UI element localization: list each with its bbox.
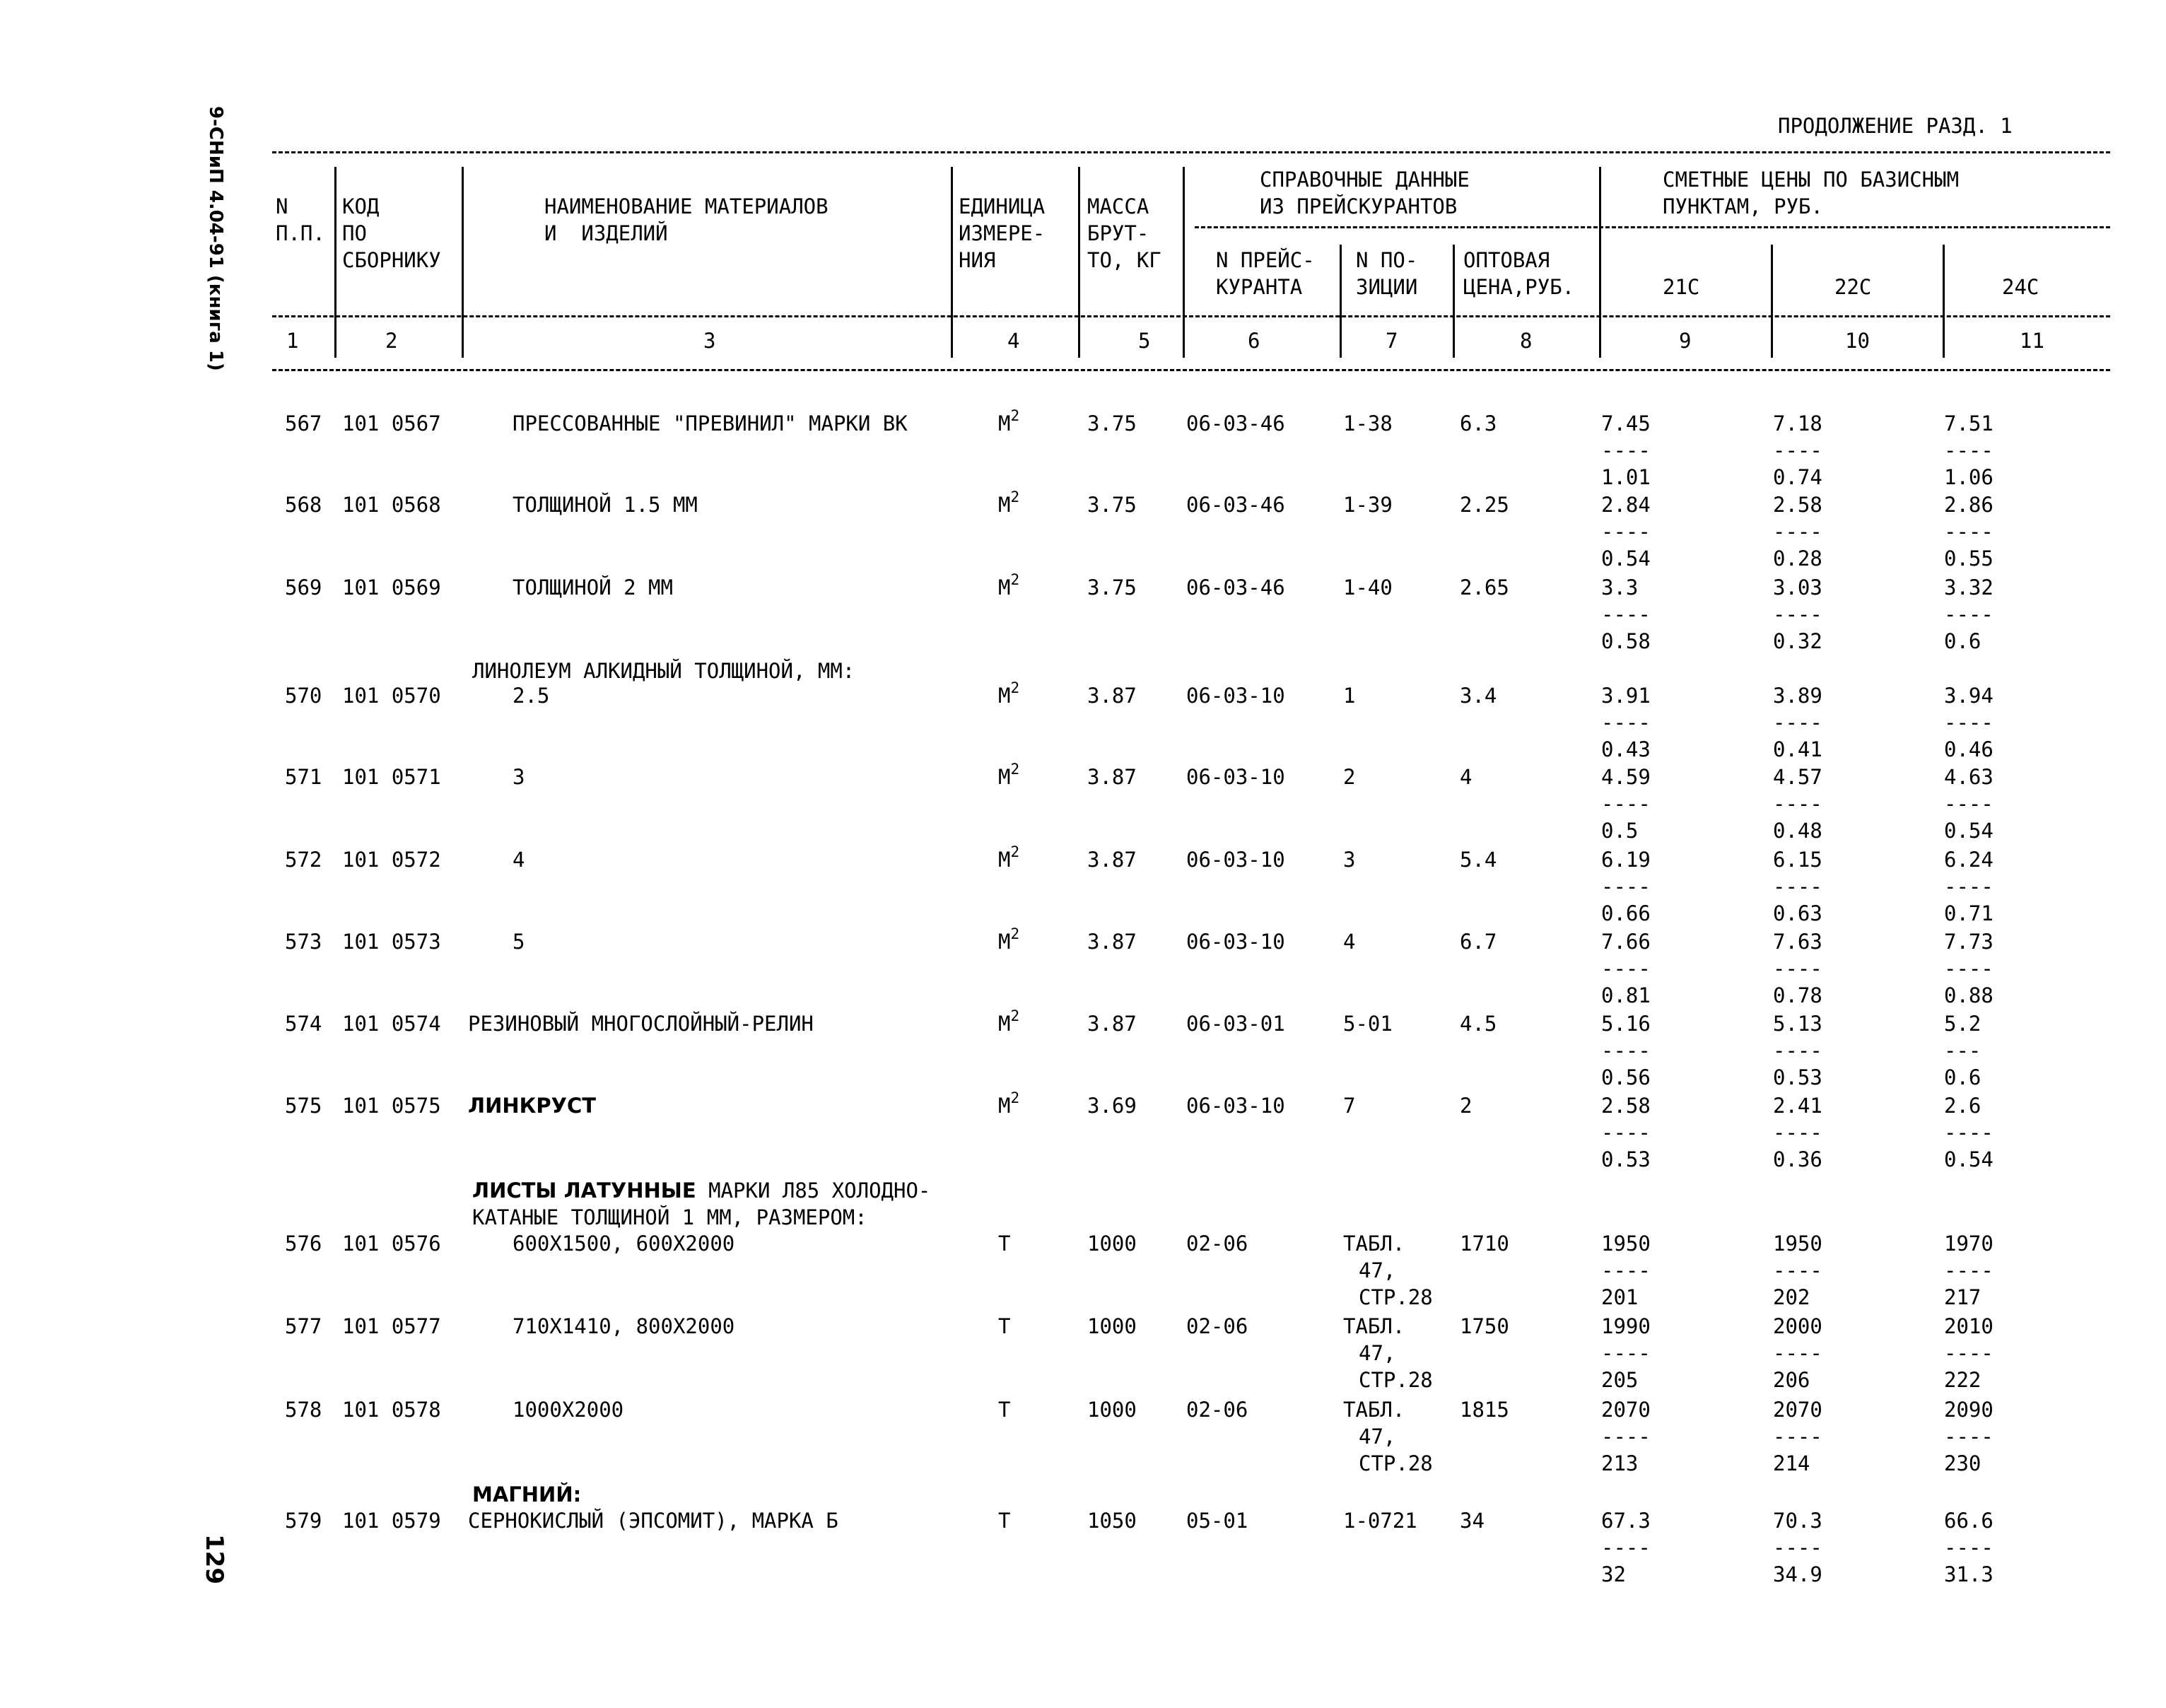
row-price-p21: 67.3: [1601, 1509, 1651, 1533]
row-divider-d24: ----: [1944, 875, 1994, 899]
row-divider-d24: ----: [1944, 1536, 1994, 1560]
row-sub-s21: 0.58: [1601, 629, 1651, 653]
row-sub-s22: 0.32: [1773, 629, 1822, 653]
group-sheets-rest: МАРКИ Л85 ХОЛОДНО-: [696, 1178, 931, 1203]
h-num-9: 9: [1679, 329, 1692, 353]
h-num-7: 7: [1386, 329, 1398, 353]
row-mass: 3.87: [1087, 765, 1137, 789]
h-c4a: ЕДИНИЦА: [959, 194, 1046, 218]
row-divider-d21: ----: [1601, 792, 1651, 816]
row-price-p24: 1970: [1944, 1232, 1994, 1256]
row-unit: $М^2$: [998, 571, 1020, 599]
row-divider-d22: ----: [1773, 1039, 1822, 1063]
row-wholesale-price: 2: [1460, 1094, 1473, 1118]
row-position-3: СТР.28: [1359, 1368, 1433, 1392]
row-sub-s22: 0.78: [1773, 983, 1822, 1007]
h-price-b: ПУНКТАМ, РУБ.: [1663, 194, 1823, 218]
row-unit: Т: [998, 1314, 1011, 1338]
row-price-p22: 1950: [1773, 1232, 1822, 1256]
unit-superscript: 2: [1010, 489, 1020, 505]
row-wholesale-price: 6.3: [1460, 411, 1497, 435]
row-divider-d24: ----: [1944, 520, 1994, 544]
row-name: 1000Х2000: [513, 1398, 624, 1422]
row-position: ТАБЛ.: [1343, 1398, 1405, 1422]
row-name: ПРЕССОВАННЫЕ "ПРЕВИНИЛ" МАРКИ ВК: [513, 411, 908, 435]
row-code: 101 0571: [342, 765, 441, 789]
h-c4c: НИЯ: [959, 248, 996, 272]
h-c2a: КОД: [342, 194, 380, 218]
row-mass: 1000: [1087, 1314, 1137, 1338]
row-sub-s24: 0.55: [1944, 546, 1994, 571]
row-number: 570: [285, 684, 322, 708]
h-c7b: ЗИЦИИ: [1356, 275, 1418, 299]
row-wholesale-price: 2.65: [1460, 575, 1509, 599]
row-divider-d24: ----: [1944, 438, 1994, 462]
h-c5a: МАССА: [1087, 194, 1149, 218]
row-price-p22: 4.57: [1773, 765, 1822, 789]
row-position: 1: [1343, 684, 1356, 708]
col-sep-10: [1943, 245, 1945, 358]
col-sep-9: [1771, 245, 1773, 358]
row-sub-s24: 0.54: [1944, 819, 1994, 843]
row-divider-d24: ----: [1944, 1258, 1994, 1282]
row-price-p21: 6.19: [1601, 848, 1651, 872]
row-price-p24: 6.24: [1944, 848, 1994, 872]
row-sub-s21: 201: [1601, 1285, 1639, 1309]
row-divider-d21: ----: [1601, 602, 1651, 626]
row-price-p21: 5.16: [1601, 1012, 1651, 1036]
row-sub-s24: 0.6: [1944, 629, 1981, 653]
row-pricelist: 06-03-10: [1186, 684, 1285, 708]
row-wholesale-price: 6.7: [1460, 930, 1497, 954]
row-divider-d22: ----: [1773, 1121, 1822, 1145]
row-sub-s21: 32: [1601, 1562, 1626, 1586]
h-c4b: ИЗМЕРЕ-: [959, 221, 1046, 245]
row-pricelist: 02-06: [1186, 1314, 1248, 1338]
unit-superscript: 2: [1010, 1007, 1020, 1024]
row-code: 101 0575: [342, 1094, 441, 1118]
row-sub-s24: 0.54: [1944, 1147, 1994, 1171]
row-price-p21: 4.59: [1601, 765, 1651, 789]
row-unit: $М^2$: [998, 679, 1020, 708]
row-sub-s22: 202: [1773, 1285, 1810, 1309]
group-magnesium: МАГНИЙ:: [472, 1482, 582, 1507]
col-sep-2: [462, 167, 464, 358]
row-mass: 3.87: [1087, 848, 1137, 872]
row-sub-s21: 0.43: [1601, 737, 1651, 761]
row-divider-d21: ----: [1601, 520, 1651, 544]
group-sheets-bold: ЛИСТЫ ЛАТУННЫЕ: [472, 1178, 696, 1203]
row-position: 5-01: [1343, 1012, 1393, 1036]
row-price-p22: 2.41: [1773, 1094, 1822, 1118]
row-price-p24: 66.6: [1944, 1509, 1994, 1533]
h-num-2: 2: [385, 329, 398, 353]
row-number: 567: [285, 411, 322, 435]
row-position: ТАБЛ.: [1343, 1314, 1405, 1338]
row-position: 3: [1343, 848, 1356, 872]
h-num-10: 10: [1845, 329, 1870, 353]
row-code: 101 0576: [342, 1232, 441, 1256]
row-price-p21: 2070: [1601, 1398, 1651, 1422]
row-position: 1-38: [1343, 411, 1393, 435]
row-pricelist: 06-03-01: [1186, 1012, 1285, 1036]
col-sep-5: [1183, 167, 1185, 358]
row-mass: 1000: [1087, 1398, 1137, 1422]
group-sheets: [472, 1178, 931, 1203]
row-sub-s22: 0.63: [1773, 901, 1822, 925]
continuation-label: ПРОДОЛЖЕНИЕ РАЗД. 1: [1778, 114, 2013, 138]
h-c1b: П.П.: [276, 221, 325, 245]
row-number: 576: [285, 1232, 322, 1256]
row-position-2: 47,: [1359, 1341, 1396, 1365]
row-pricelist: 06-03-46: [1186, 411, 1285, 435]
row-code: 101 0569: [342, 575, 441, 599]
header-num-rule: [272, 315, 2110, 317]
row-name: 2.5: [513, 684, 550, 708]
row-divider-d22: ----: [1773, 875, 1822, 899]
row-name: 3: [513, 765, 525, 789]
row-mass: 1050: [1087, 1509, 1137, 1533]
row-sub-s22: 206: [1773, 1368, 1810, 1392]
row-number: 573: [285, 930, 322, 954]
row-code: 101 0567: [342, 411, 441, 435]
row-number: 569: [285, 575, 322, 599]
col-sep-7: [1453, 245, 1455, 358]
h-num-8: 8: [1520, 329, 1533, 353]
row-divider-d22: ----: [1773, 710, 1822, 735]
row-wholesale-price: 4.5: [1460, 1012, 1497, 1036]
h-num-3: 3: [703, 329, 716, 353]
row-price-p22: 7.63: [1773, 930, 1822, 954]
row-price-p24: 2010: [1944, 1314, 1994, 1338]
row-divider-d24: ----: [1944, 1425, 1994, 1449]
row-wholesale-price: 1750: [1460, 1314, 1509, 1338]
h-num-1: 1: [286, 329, 299, 353]
row-name: СЕРНОКИСЛЫЙ (ЭПСОМИТ), МАРКА Б: [468, 1509, 838, 1533]
row-price-p22: 7.18: [1773, 411, 1822, 435]
group-linoleum: ЛИНОЛЕУМ АЛКИДНЫЙ ТОЛЩИНОЙ, ММ:: [472, 659, 855, 683]
row-position-3: СТР.28: [1359, 1285, 1433, 1309]
page-number: 129: [200, 1534, 228, 1584]
row-divider-d22: ----: [1773, 957, 1822, 981]
row-wholesale-price: 1710: [1460, 1232, 1509, 1256]
row-divider-d22: ----: [1773, 792, 1822, 816]
h-c5b: БРУТ-: [1087, 221, 1149, 245]
row-price-p24: 4.63: [1944, 765, 1994, 789]
row-price-p24: 5.2: [1944, 1012, 1981, 1036]
h-ref-b: ИЗ ПРЕЙСКУРАНТОВ: [1260, 194, 1458, 218]
row-price-p24: 2090: [1944, 1398, 1994, 1422]
row-divider-d21: ----: [1601, 1425, 1651, 1449]
row-number: 571: [285, 765, 322, 789]
row-sub-s24: 217: [1944, 1285, 1981, 1309]
h-c11: 24С: [2002, 275, 2039, 299]
row-mass: 3.87: [1087, 930, 1137, 954]
row-divider-d22: ----: [1773, 602, 1822, 626]
row-divider-d21: ----: [1601, 875, 1651, 899]
row-position: 1-39: [1343, 493, 1393, 517]
row-code: 101 0578: [342, 1398, 441, 1422]
h-c8b: ЦЕНА,РУБ.: [1463, 275, 1575, 299]
row-code: 101 0568: [342, 493, 441, 517]
row-sub-s21: 0.81: [1601, 983, 1651, 1007]
row-pricelist: 06-03-10: [1186, 1094, 1285, 1118]
h-c2c: СБОРНИКУ: [342, 248, 441, 272]
h-price-a: СМЕТНЫЕ ЦЕНЫ ПО БАЗИСНЫМ: [1663, 168, 1960, 192]
row-price-p22: 3.89: [1773, 684, 1822, 708]
row-divider-d22: ----: [1773, 1536, 1822, 1560]
row-price-p24: 2.6: [1944, 1094, 1981, 1118]
row-divider-d21: ----: [1601, 957, 1651, 981]
row-sub-s22: 0.41: [1773, 737, 1822, 761]
unit-superscript: 2: [1010, 761, 1020, 778]
ref-split-rule: [1195, 226, 1598, 228]
h-num-6: 6: [1248, 329, 1260, 353]
row-position: 2: [1343, 765, 1356, 789]
row-unit: Т: [998, 1232, 1011, 1256]
row-price-p21: 3.91: [1601, 684, 1651, 708]
row-sub-s21: 0.53: [1601, 1147, 1651, 1171]
row-price-p22: 5.13: [1773, 1012, 1822, 1036]
row-position-2: 47,: [1359, 1258, 1396, 1282]
row-unit: $М^2$: [998, 407, 1020, 435]
h-c3b: И ИЗДЕЛИЙ: [544, 221, 668, 245]
row-position: 4: [1343, 930, 1356, 954]
row-mass: 3.75: [1087, 575, 1137, 599]
row-divider-d24: ----: [1944, 710, 1994, 735]
row-code: 101 0570: [342, 684, 441, 708]
row-divider-d22: ----: [1773, 1425, 1822, 1449]
row-number: 574: [285, 1012, 322, 1036]
row-name: 600Х1500, 600Х2000: [513, 1232, 735, 1256]
h-c7a: N ПО-: [1356, 248, 1418, 272]
row-position: ТАБЛ.: [1343, 1232, 1405, 1256]
price-split-rule: [1599, 226, 2110, 228]
row-unit: $М^2$: [998, 489, 1020, 517]
row-divider-d24: ----: [1944, 792, 1994, 816]
row-unit: Т: [998, 1509, 1011, 1533]
row-wholesale-price: 2.25: [1460, 493, 1509, 517]
col-sep-1: [334, 167, 336, 358]
row-pricelist: 06-03-10: [1186, 930, 1285, 954]
row-pricelist: 06-03-10: [1186, 848, 1285, 872]
row-sub-s21: 0.54: [1601, 546, 1651, 571]
row-unit: $М^2$: [998, 843, 1020, 872]
row-number: 572: [285, 848, 322, 872]
row-mass: 3.69: [1087, 1094, 1137, 1118]
row-code: 101 0577: [342, 1314, 441, 1338]
row-price-p21: 1990: [1601, 1314, 1651, 1338]
unit-superscript: 2: [1010, 571, 1020, 588]
row-price-p24: 7.73: [1944, 930, 1994, 954]
row-sub-s21: 1.01: [1601, 465, 1651, 489]
header-bottom-rule: [272, 369, 2110, 371]
row-pricelist: 06-03-46: [1186, 493, 1285, 517]
row-price-p22: 2000: [1773, 1314, 1822, 1338]
row-number: 579: [285, 1509, 322, 1533]
row-sub-s24: 222: [1944, 1368, 1981, 1392]
row-divider-d24: ---: [1944, 1039, 1981, 1063]
h-c8a: ОПТОВАЯ: [1463, 248, 1550, 272]
row-price-p21: 2.84: [1601, 493, 1651, 517]
h-num-5: 5: [1138, 329, 1151, 353]
row-mass: 3.87: [1087, 684, 1137, 708]
row-price-p21: 7.66: [1601, 930, 1651, 954]
h-num-11: 11: [2020, 329, 2044, 353]
row-price-p24: 3.94: [1944, 684, 1994, 708]
row-sub-s21: 0.66: [1601, 901, 1651, 925]
row-unit: $М^2$: [998, 1089, 1020, 1118]
h-c3a: НАИМЕНОВАНИЕ МАТЕРИАЛОВ: [544, 194, 829, 218]
row-sub-s21: 213: [1601, 1451, 1639, 1475]
unit-superscript: 2: [1010, 1089, 1020, 1106]
row-code: 101 0579: [342, 1509, 441, 1533]
row-position: 1-0721: [1343, 1509, 1417, 1533]
row-price-p21: 2.58: [1601, 1094, 1651, 1118]
row-sub-s21: 205: [1601, 1368, 1639, 1392]
row-mass: 1000: [1087, 1232, 1137, 1256]
row-name: РЕЗИНОВЫЙ МНОГОСЛОЙНЫЙ-РЕЛИН: [468, 1012, 814, 1036]
row-wholesale-price: 3.4: [1460, 684, 1497, 708]
col-sep-6: [1340, 245, 1342, 358]
row-unit: $М^2$: [998, 761, 1020, 789]
row-unit: Т: [998, 1398, 1011, 1422]
row-divider-d21: ----: [1601, 1536, 1651, 1560]
row-pricelist: 02-06: [1186, 1398, 1248, 1422]
row-name: ТОЛЩИНОЙ 2 ММ: [513, 575, 673, 599]
row-divider-d24: ----: [1944, 1121, 1994, 1145]
h-c6a: N ПРЕЙС-: [1216, 248, 1315, 272]
row-price-p21: 3.3: [1601, 575, 1639, 599]
row-sub-s22: 0.74: [1773, 465, 1822, 489]
row-mass: 3.75: [1087, 411, 1137, 435]
row-sub-s22: 214: [1773, 1451, 1810, 1475]
row-price-p22: 3.03: [1773, 575, 1822, 599]
row-number: 575: [285, 1094, 322, 1118]
group-sheets-2: КАТАНЫЕ ТОЛЩИНОЙ 1 ММ, РАЗМЕРОМ:: [472, 1205, 867, 1229]
col-sep-4: [1078, 167, 1080, 358]
h-ref-a: СПРАВОЧНЫЕ ДАННЫЕ: [1260, 168, 1470, 192]
row-sub-s21: 0.5: [1601, 819, 1639, 843]
row-code: 101 0574: [342, 1012, 441, 1036]
row-divider-d21: ----: [1601, 1341, 1651, 1365]
h-num-4: 4: [1007, 329, 1020, 353]
h-c1a: N: [276, 194, 288, 218]
row-divider-d24: ----: [1944, 1341, 1994, 1365]
row-price-p22: 6.15: [1773, 848, 1822, 872]
row-name: ТОЛЩИНОЙ 1.5 ММ: [513, 493, 698, 517]
row-wholesale-price: 1815: [1460, 1398, 1509, 1422]
row-divider-d24: ----: [1944, 602, 1994, 626]
row-wholesale-price: 5.4: [1460, 848, 1497, 872]
row-divider-d21: ----: [1601, 1121, 1651, 1145]
row-sub-s24: 1.06: [1944, 465, 1994, 489]
h-c5c: ТО, КГ: [1087, 248, 1161, 272]
row-sub-s22: 0.53: [1773, 1065, 1822, 1089]
row-divider-d21: ----: [1601, 1258, 1651, 1282]
row-position: 7: [1343, 1094, 1356, 1118]
unit-superscript: 2: [1010, 925, 1020, 942]
row-code: 101 0572: [342, 848, 441, 872]
row-price-p21: 7.45: [1601, 411, 1651, 435]
row-sub-s24: 0.71: [1944, 901, 1994, 925]
row-sub-s24: 0.46: [1944, 737, 1994, 761]
row-divider-d22: ----: [1773, 438, 1822, 462]
row-number: 568: [285, 493, 322, 517]
row-name: 4: [513, 848, 525, 872]
row-price-p22: 70.3: [1773, 1509, 1822, 1533]
row-pricelist: 05-01: [1186, 1509, 1248, 1533]
row-sub-s22: 34.9: [1773, 1562, 1822, 1586]
row-sub-s24: 31.3: [1944, 1562, 1994, 1586]
row-name: ЛИНКРУСТ: [468, 1094, 597, 1118]
row-pricelist: 06-03-46: [1186, 575, 1285, 599]
unit-superscript: 2: [1010, 407, 1020, 424]
row-wholesale-price: 34: [1460, 1509, 1485, 1533]
row-price-p21: 1950: [1601, 1232, 1651, 1256]
h-c6b: КУРАНТА: [1216, 275, 1303, 299]
col-sep-3: [951, 167, 953, 358]
h-c10: 22С: [1834, 275, 1872, 299]
row-price-p24: 7.51: [1944, 411, 1994, 435]
unit-superscript: 2: [1010, 843, 1020, 860]
row-divider-d21: ----: [1601, 710, 1651, 735]
row-divider-d21: ----: [1601, 1039, 1651, 1063]
row-mass: 3.75: [1087, 493, 1137, 517]
row-pricelist: 02-06: [1186, 1232, 1248, 1256]
h-c2b: ПО: [342, 221, 367, 245]
row-divider-d21: ----: [1601, 438, 1651, 462]
row-mass: 3.87: [1087, 1012, 1137, 1036]
row-position: 1-40: [1343, 575, 1393, 599]
side-label: 9-СНиП 4.04-91 (книга 1): [205, 106, 226, 371]
row-divider-d22: ----: [1773, 1258, 1822, 1282]
row-divider-d24: ----: [1944, 957, 1994, 981]
row-name: 710Х1410, 800Х2000: [513, 1314, 735, 1338]
row-sub-s21: 0.56: [1601, 1065, 1651, 1089]
header-top-rule: [272, 151, 2110, 153]
row-number: 577: [285, 1314, 322, 1338]
h-c9: 21С: [1663, 275, 1700, 299]
row-position-2: 47,: [1359, 1425, 1396, 1449]
row-sub-s22: 0.48: [1773, 819, 1822, 843]
row-wholesale-price: 4: [1460, 765, 1473, 789]
row-code: 101 0573: [342, 930, 441, 954]
row-price-p22: 2070: [1773, 1398, 1822, 1422]
row-sub-s24: 0.88: [1944, 983, 1994, 1007]
row-sub-s24: 230: [1944, 1451, 1981, 1475]
row-position-3: СТР.28: [1359, 1451, 1433, 1475]
row-sub-s22: 0.36: [1773, 1147, 1822, 1171]
row-sub-s22: 0.28: [1773, 546, 1822, 571]
row-pricelist: 06-03-10: [1186, 765, 1285, 789]
row-unit: $М^2$: [998, 1007, 1020, 1036]
row-number: 578: [285, 1398, 322, 1422]
row-name: 5: [513, 930, 525, 954]
row-sub-s24: 0.6: [1944, 1065, 1981, 1089]
row-divider-d22: ----: [1773, 1341, 1822, 1365]
row-unit: $М^2$: [998, 925, 1020, 954]
row-price-p24: 3.32: [1944, 575, 1994, 599]
unit-superscript: 2: [1010, 679, 1020, 696]
row-price-p24: 2.86: [1944, 493, 1994, 517]
col-sep-8: [1599, 167, 1601, 358]
row-divider-d22: ----: [1773, 520, 1822, 544]
row-price-p22: 2.58: [1773, 493, 1822, 517]
